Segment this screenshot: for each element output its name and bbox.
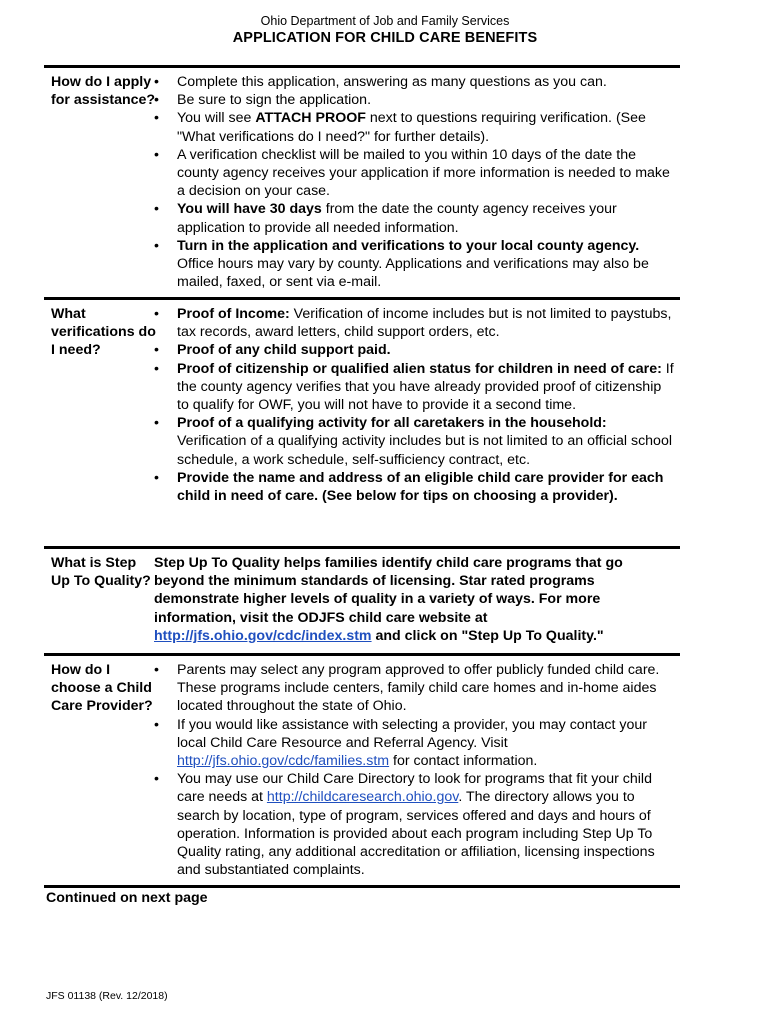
section-question: How do I apply for assistance?	[51, 74, 156, 109]
bullet-item	[154, 341, 676, 359]
continued-note: Continued on next page	[46, 890, 208, 906]
text-run: Parents may select any program approved to offer publicly funded child care. These programs include centers, family child care homes and in-home aides located throughout the state of Ohio.	[177, 662, 660, 715]
bullet-item	[154, 91, 676, 109]
text-run: Office hours may vary by county. Applications and verifications may also be mailed, faxed, or sent via e-mail.	[177, 256, 649, 291]
text-run: Be sure to sign the application.	[177, 92, 372, 109]
web-link[interactable]: http://jfs.ohio.gov/cdc/families.stm	[177, 753, 390, 770]
section-body	[154, 661, 676, 879]
text-run: . The directory allows you to search by location, type of program, services offered and days and hours of operation. Information is provided about each program including Step Up To Quality rating, any additional accreditation or affiliation, licensing inspections and substantiated complaints.	[177, 789, 655, 879]
bold-text: You will have 30 days	[177, 201, 322, 218]
bullet-item	[154, 360, 676, 415]
bullet-item	[154, 716, 676, 771]
bold-text: Proof of Income:	[177, 306, 290, 322]
text-run: and click on "Step Up To Quality."	[371, 627, 604, 644]
text-run: If the county agency verifies that you have already provided proof of citizenship to qualify for OWF, you will not have to provide it a second time.	[177, 360, 674, 414]
bold-text: Provide the name and address of an eligible child care provider for each child in need of care. (See below for tips on choosing a provider).	[177, 469, 664, 505]
bullet-item	[154, 661, 676, 716]
section-verifications	[44, 297, 680, 548]
text-run: next to questions requiring verification. (See "What verifications do I need?" for further details).	[177, 110, 646, 145]
bold-text: ATTACH PROOF	[255, 110, 366, 127]
bullet-list	[154, 73, 676, 291]
bullet-list	[154, 661, 676, 879]
section-question: What is Step Up To Quality?	[51, 555, 151, 590]
bullet-item	[154, 237, 676, 292]
bullet-list	[154, 305, 676, 505]
form-title: APPLICATION FOR CHILD CARE BENEFITS	[232, 30, 538, 46]
agency-name: Ohio Department of Job and Family Services	[260, 14, 510, 28]
text-run: from the date the county agency receives your application to provide all needed information.	[177, 201, 617, 236]
bullet-item	[154, 200, 676, 236]
bullet-item	[154, 109, 676, 145]
bold-text: Turn in the application and verifications to your local county agency.	[177, 237, 640, 254]
text-run: Complete this application, answering as many questions as you can.	[177, 74, 607, 90]
section-body	[154, 305, 676, 505]
text-run: for contact information.	[389, 753, 538, 770]
bullet-item	[154, 414, 676, 469]
section-choose-provider	[44, 653, 680, 886]
bullet-item	[154, 73, 676, 91]
bold-text: Proof of any child support paid.	[177, 342, 391, 359]
bullet-item	[154, 469, 676, 505]
section-body	[154, 554, 676, 645]
section-question: What verifications do I need?	[51, 306, 156, 359]
bold-text: Proof of citizenship or qualified alien status for children in need of care:	[177, 360, 662, 377]
text-run: You will see	[177, 110, 256, 127]
section-step-up-to-quality	[44, 546, 680, 655]
text-run: Verification of a qualifying activity includes but is not limited to an official school schedule, a work schedule, self-sufficiency contract, etc.	[177, 433, 672, 468]
section-paragraph	[154, 554, 676, 645]
text-run: Step Up To Quality helps families identify child care programs that go beyond the minimum standards of licensing. Star rated programs demonstrate higher levels of quality in a variety of ways. For more information, visit the ODJFS child care website at	[154, 555, 623, 626]
bullet-item	[154, 305, 676, 341]
text-run: Verification of income includes but is not limited to paystubs, tax records, award letters, child support orders, etc.	[177, 306, 672, 341]
bold-text: Proof of a qualifying activity for all caretakers in the household:	[177, 415, 607, 432]
bullet-item	[154, 770, 676, 879]
bullet-item	[154, 146, 676, 201]
text-run: A verification checklist will be mailed to you within 10 days of the date the county agency receives your application if more information is needed to make a decision on your case.	[177, 146, 670, 200]
section-how-to-apply	[44, 65, 680, 298]
form-number: JFS 01138 (Rev. 12/2018)	[46, 990, 168, 1002]
section-body	[154, 73, 676, 291]
section-question: How do I choose a Child Care Provider?	[51, 662, 153, 715]
text-run: You may use our Child Care Directory to look for programs that fit your child care needs at	[177, 771, 652, 806]
web-link[interactable]: http://childcaresearch.ohio.gov	[266, 789, 459, 806]
web-link[interactable]: http://jfs.ohio.gov/cdc/index.stm	[154, 627, 372, 644]
text-run: If you would like assistance with selecting a provider, you may contact your local Child Care Resource and Referral Agency. Visit	[177, 716, 647, 751]
bottom-rule	[44, 885, 680, 888]
